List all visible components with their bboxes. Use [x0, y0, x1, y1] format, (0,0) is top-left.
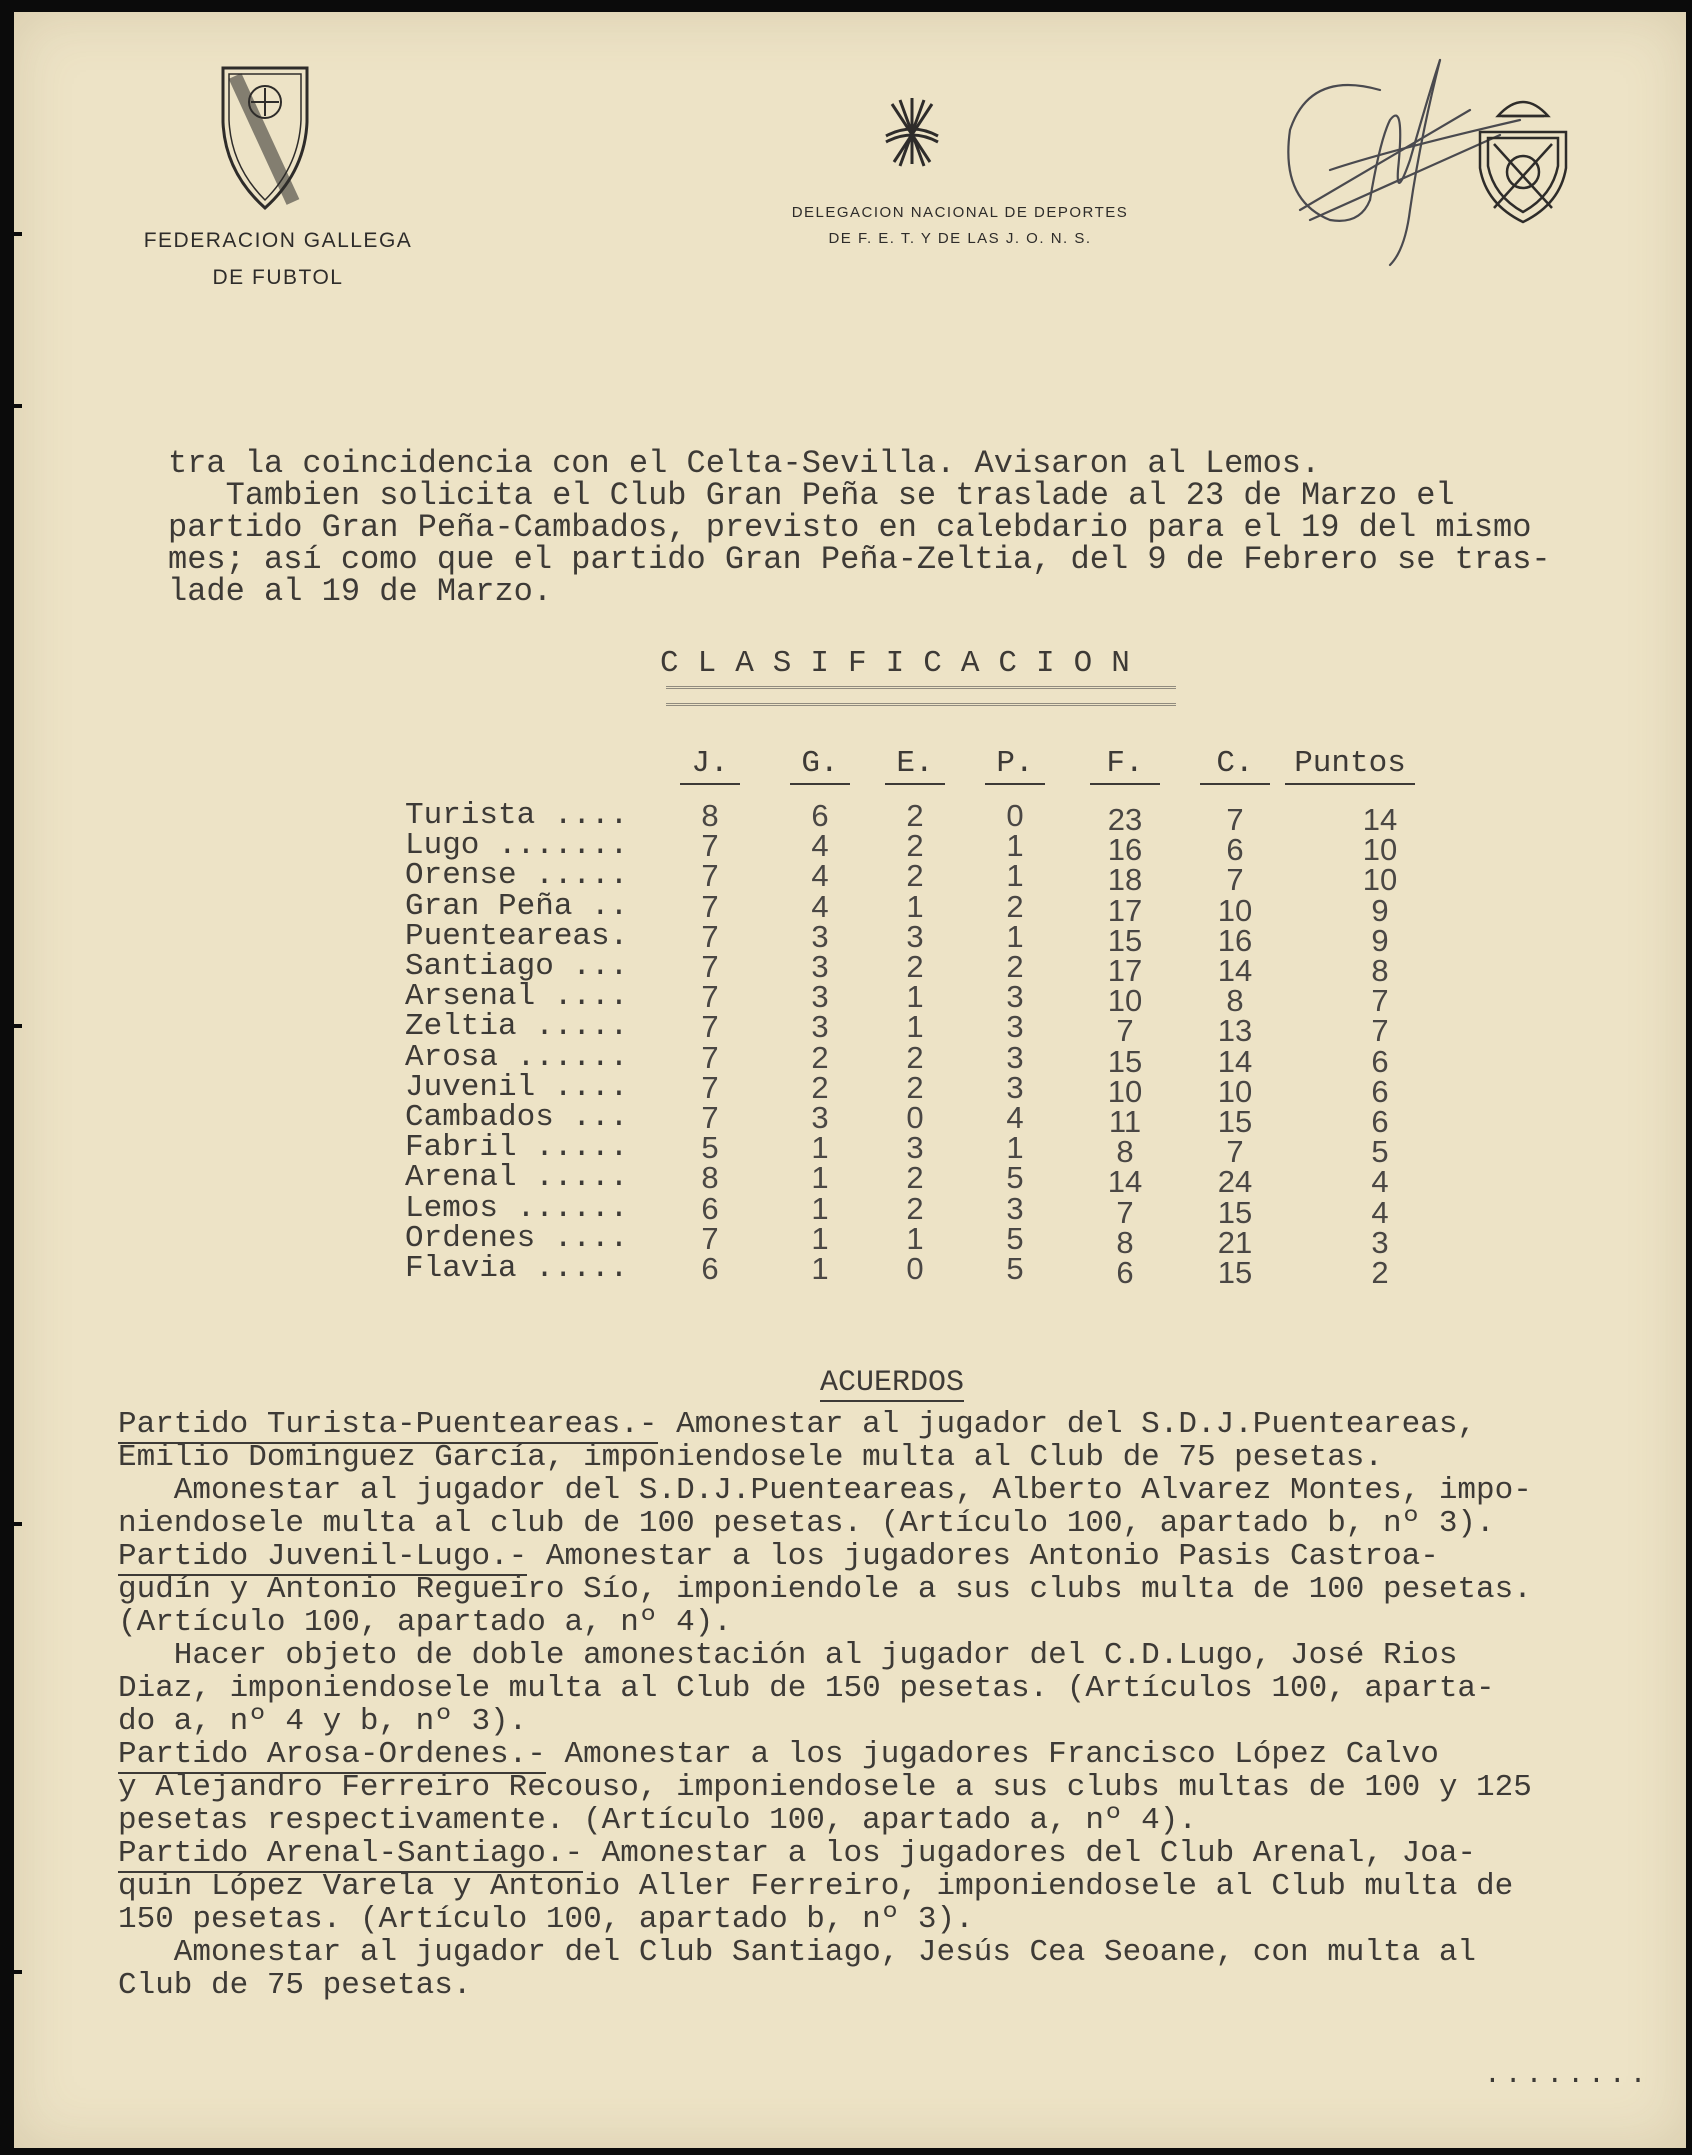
standings-cell: 6: [1116, 1255, 1134, 1290]
column-header: Puntos: [1285, 746, 1415, 785]
standings-cell: 16: [1107, 832, 1143, 868]
standings-cell: 10: [1362, 862, 1398, 898]
acuerdo-line: 150 pesetas. (Artículo 100, apartado b, nº 3).: [118, 1902, 974, 1937]
standings-cell: 8: [1116, 1134, 1134, 1170]
federation-name-line1: FEDERACION GALLEGA: [143, 229, 413, 252]
delegation-line2: DE F. E. T. Y DE LAS J. O. N. S.: [828, 230, 1092, 247]
intro-line: Tambien solicita el Club Gran Peña se traslade al 23 de Marzo el: [168, 477, 1455, 514]
acuerdo-line: Hacer objeto de doble amonestación al jugador del C.D.Lugo, José Rios: [118, 1638, 1458, 1673]
standings-cell: 6: [1371, 1104, 1389, 1139]
standings-cell: 5: [1006, 1251, 1024, 1286]
intro-line: mes; así como que el partido Gran Peña-Zeltia, del 9 de Febrero se tras-: [168, 541, 1551, 578]
team-name: Zeltia .....: [405, 1009, 629, 1045]
team-name: Turista ....: [405, 798, 629, 833]
standings-cell: 4: [811, 888, 829, 924]
standings-cell: 10: [1362, 832, 1398, 868]
standings-cell: 7: [1371, 983, 1389, 1019]
standings-cell: 7: [701, 1069, 719, 1105]
acuerdos-heading: ACUERDOS: [820, 1366, 965, 1400]
standings-cell: 7: [1226, 802, 1244, 837]
standings-cell: 7: [1226, 1134, 1244, 1170]
standings-cell: 8: [1116, 1224, 1134, 1260]
acuerdo-line: Amonestar al jugador del Club Santiago, Jesús Cea Seoane, con multa al: [118, 1935, 1477, 1970]
acuerdos-body: [118, 1408, 1678, 2002]
team-name: Flavia .....: [405, 1251, 629, 1286]
standings-cell: 8: [1226, 983, 1244, 1019]
acuerdo-line: gudín y Antonio Regueiro Sío, imponiendole a sus clubs multa de 100 pesetas.: [118, 1572, 1532, 1607]
standings-cell: 2: [811, 1039, 829, 1075]
standings-cell: 1: [811, 1160, 829, 1196]
standings-cell: 1: [811, 1130, 829, 1166]
standings-cell: 8: [1371, 953, 1389, 988]
standings-cell: 4: [811, 858, 829, 894]
standings-cell: 15: [1217, 1104, 1253, 1139]
standings-cell: 7: [701, 949, 719, 984]
standings-cell: 15: [1217, 1194, 1253, 1230]
standings-cell: 14: [1217, 1043, 1253, 1079]
team-name: Puenteareas.: [405, 918, 629, 954]
standings-cell: 4: [1371, 1194, 1389, 1230]
intro-line: tra la coincidencia con el Celta-Sevilla. Avisaron al Lemos.: [168, 445, 1321, 482]
standings-cell: 7: [701, 1100, 719, 1135]
standings-cell: 15: [1107, 1043, 1143, 1079]
standings-cell: 3: [811, 1009, 829, 1045]
standings-cell: 8: [701, 798, 719, 833]
standings-cell: 8: [701, 1160, 719, 1196]
standings-cell: 3: [1006, 1009, 1024, 1045]
standings-cell: 3: [1006, 1039, 1024, 1075]
standings-cell: 3: [1006, 1190, 1024, 1226]
standings-cell: 6: [811, 798, 829, 833]
standings-cell: 7: [1371, 1013, 1389, 1049]
column-header: E.: [885, 746, 945, 785]
standings-cell: 2: [811, 1069, 829, 1105]
team-name: Cambados ...: [405, 1100, 629, 1135]
team-name: Lemos ......: [405, 1190, 629, 1226]
standings-cell: 1: [811, 1220, 829, 1256]
standings-cell: 7: [1226, 862, 1244, 898]
acuerdo-line: Partido Juvenil-Lugo.- Amonestar a los jugadores Antonio Pasis Castroa-: [118, 1539, 1439, 1574]
standings-cell: 3: [1006, 979, 1024, 1015]
standings-cell: 7: [701, 858, 719, 894]
standings-cell: 7: [701, 1009, 719, 1045]
standings-cell: 5: [1006, 1160, 1024, 1196]
acuerdo-line: Partido Arosa-Ordenes.- Amonestar a los jugadores Francisco López Calvo: [118, 1737, 1439, 1772]
standings-cell: 1: [1006, 918, 1024, 954]
team-name: Juvenil ....: [405, 1069, 629, 1105]
standings-cell: 10: [1217, 892, 1253, 928]
standings-cell: 18: [1107, 862, 1143, 898]
standings-cell: 11: [1108, 1104, 1142, 1139]
standings-cell: 7: [701, 1039, 719, 1075]
column-header: J.: [680, 746, 740, 785]
acuerdo-line: quin López Varela y Antonio Aller Ferreiro, imponiendosele al Club multa de: [118, 1869, 1514, 1904]
standings-cell: 7: [701, 979, 719, 1015]
standings-cell: 7: [701, 828, 719, 864]
standings-cell: 14: [1107, 1164, 1143, 1200]
standings-cell: 15: [1107, 922, 1143, 958]
standings-cell: 9: [1371, 892, 1389, 928]
standings-cell: 2: [1006, 949, 1024, 984]
standings-cell: 1: [906, 1220, 924, 1256]
standings-cell: 1: [1006, 828, 1024, 864]
standings-cell: 17: [1107, 953, 1143, 988]
column-header: G.: [790, 746, 850, 785]
standings-cell: 2: [906, 949, 924, 984]
standings-cell: 6: [1226, 832, 1244, 868]
acuerdo-line: Diaz, imponiendosele multa al Club de 150 pesetas. (Artículos 100, aparta-: [118, 1671, 1495, 1706]
team-name: Fabril .....: [405, 1130, 629, 1166]
acuerdo-line: do a, nº 4 y b, nº 3).: [118, 1704, 528, 1739]
standings-cell: 2: [1371, 1255, 1389, 1290]
standings-cell: 3: [906, 918, 924, 954]
standings-cell: 1: [1006, 858, 1024, 894]
acuerdo-line: Club de 75 pesetas.: [118, 1968, 472, 2003]
standings-cell: 2: [906, 1039, 924, 1075]
standings-cell: 3: [811, 979, 829, 1015]
standings-cell: 9: [1371, 922, 1389, 958]
standings-cell: 2: [906, 1190, 924, 1226]
acuerdo-line: Partido Turista-Puenteareas.- Amonestar al jugador del S.D.J.Puenteareas,: [118, 1407, 1477, 1442]
standings-cell: 2: [906, 858, 924, 894]
standings-cell: 5: [1006, 1220, 1024, 1256]
team-name: Gran Peña ..: [405, 888, 629, 924]
standings-cell: 10: [1217, 1073, 1253, 1109]
standings-cell: 1: [906, 979, 924, 1015]
acuerdo-line: niendosele multa al club de 100 pesetas. (Artículo 100, apartado b, nº 3).: [118, 1506, 1495, 1541]
standings-cell: 15: [1217, 1255, 1253, 1290]
standings-cell: 7: [701, 888, 719, 924]
standings-cell: 2: [1006, 888, 1024, 924]
standings-title: CLASIFICACION: [660, 646, 1149, 681]
team-name: Arsenal ....: [405, 979, 629, 1015]
standings-cell: 6: [1371, 1073, 1389, 1109]
column-header: P.: [985, 746, 1045, 785]
continuation-dots: ........: [1484, 2060, 1651, 2091]
standings-cell: 3: [811, 1100, 829, 1135]
standings-cell: 7: [701, 1220, 719, 1256]
column-header: F.: [1090, 746, 1160, 785]
standings-cell: 6: [701, 1251, 719, 1286]
team-name: Arenal .....: [405, 1160, 629, 1196]
standings-cell: 4: [1006, 1100, 1024, 1135]
match-heading: Partido Juvenil-Lugo.-: [118, 1539, 528, 1574]
standings-cell: 4: [1371, 1164, 1389, 1200]
acuerdo-line: Partido Arenal-Santiago.- Amonestar a los jugadores del Club Arenal, Joa-: [118, 1836, 1477, 1871]
acuerdo-line: y Alejandro Ferreiro Recouso, imponiendosele a sus clubs multas de 100 y 125: [118, 1770, 1532, 1805]
standings-cell: 17: [1107, 892, 1143, 928]
acuerdo-line: pesetas respectivamente. (Artículo 100, apartado a, nº 4).: [118, 1803, 1197, 1838]
standings-cell: 10: [1107, 1073, 1143, 1109]
standings-cell: 13: [1217, 1013, 1253, 1049]
standings-cell: 16: [1217, 922, 1253, 958]
team-name: Arosa ......: [405, 1039, 629, 1075]
standings-cell: 24: [1217, 1164, 1253, 1200]
team-name: Orense .....: [405, 858, 629, 894]
delegation-line1: DELEGACION NACIONAL DE DEPORTES: [791, 204, 1129, 221]
standings-cell: 7: [701, 918, 719, 954]
standings-cell: 0: [906, 1251, 924, 1286]
standings-cell: 3: [906, 1130, 924, 1166]
standings-cell: 4: [811, 828, 829, 864]
acuerdo-line: Emilio Dominguez García, imponiendosele multa al Club de 75 pesetas.: [118, 1440, 1384, 1475]
team-name: Lugo .......: [405, 828, 629, 864]
standings-cell: 0: [906, 1100, 924, 1135]
standings-cell: 14: [1217, 953, 1253, 988]
federation-name-line2: DE FUBTOL: [212, 266, 344, 289]
standings-cell: 3: [1006, 1069, 1024, 1105]
standings-cell: 21: [1217, 1224, 1253, 1260]
acuerdo-line: (Artículo 100, apartado a, nº 4).: [118, 1605, 732, 1640]
acuerdo-line: Amonestar al jugador del S.D.J.Puenteareas, Alberto Alvarez Montes, impo-: [118, 1473, 1532, 1508]
standings-cell: 7: [1116, 1194, 1134, 1230]
match-heading: Partido Arosa-Ordenes.-: [118, 1737, 546, 1772]
standings-cell: 1: [811, 1190, 829, 1226]
standings-cell: 10: [1107, 983, 1143, 1019]
standings-cell: 6: [701, 1190, 719, 1226]
standings-cell: 2: [906, 798, 924, 833]
standings-cell: 1: [906, 1009, 924, 1045]
standings-cell: 2: [906, 828, 924, 864]
standings-cell: 2: [906, 1069, 924, 1105]
match-heading: Partido Arenal-Santiago.-: [118, 1836, 584, 1871]
standings-cell: 23: [1107, 802, 1143, 837]
team-name: Santiago ...: [405, 949, 629, 984]
intro-line: lade al 19 de Marzo.: [168, 573, 553, 610]
standings-cell: 5: [701, 1130, 719, 1166]
standings-cell: 1: [1006, 1130, 1024, 1166]
standings-cell: 0: [1006, 798, 1024, 833]
standings-cell: 1: [811, 1251, 829, 1286]
intro-line: partido Gran Peña-Cambados, previsto en calebdario para el 19 del mismo: [168, 509, 1532, 546]
standings-cell: 7: [1116, 1013, 1134, 1049]
match-heading: Partido Turista-Puenteareas.-: [118, 1407, 658, 1442]
column-header: C.: [1200, 746, 1270, 785]
team-name: Ordenes ....: [405, 1220, 629, 1256]
standings-cell: 6: [1371, 1043, 1389, 1079]
standings-cell: 2: [906, 1160, 924, 1196]
standings-cell: 1: [906, 888, 924, 924]
standings-cell: 14: [1362, 802, 1398, 837]
standings-cell: 3: [811, 949, 829, 984]
standings-cell: 3: [1371, 1224, 1389, 1260]
standings-cell: 5: [1371, 1134, 1389, 1170]
standings-cell: 3: [811, 918, 829, 954]
